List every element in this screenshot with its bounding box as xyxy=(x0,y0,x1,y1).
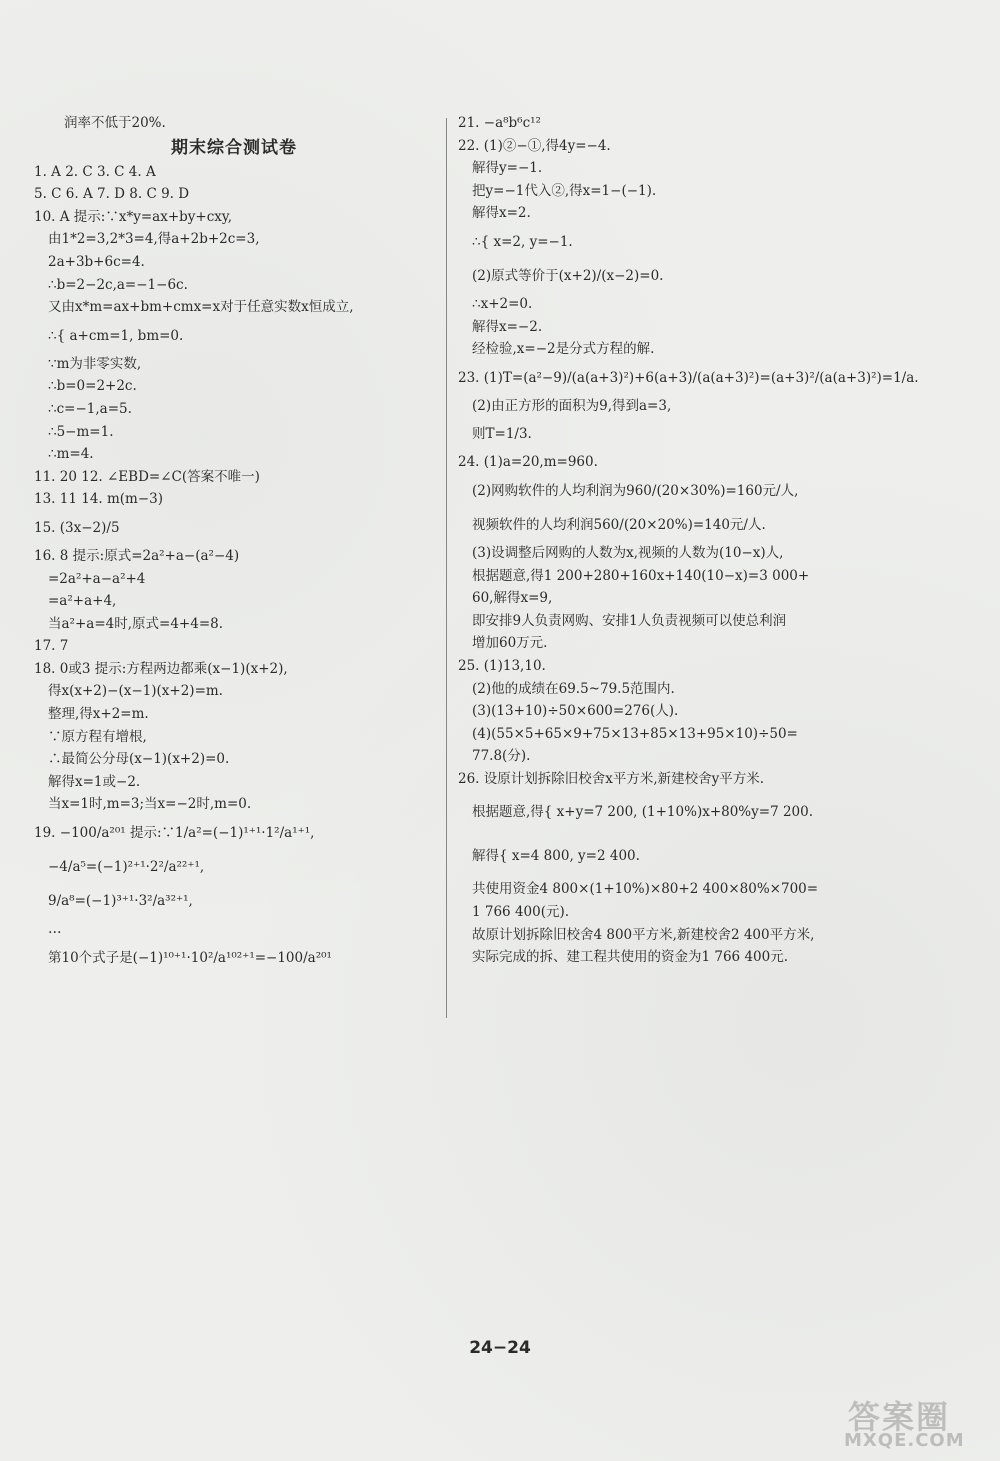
column-divider xyxy=(446,118,447,1018)
answer-line: 18. 0或3 提示:方程两边都乘(x−1)(x+2), xyxy=(34,660,288,677)
answer-line: … xyxy=(48,921,62,938)
answer-line: 24. (1)a=20,m=960. xyxy=(458,454,598,471)
answer-line: 22. (1)②−①,得4y=−4. xyxy=(458,137,611,154)
watermark-url: MXQE.COM xyxy=(844,1430,965,1451)
answer-line: ∴{ x=2, y=−1. xyxy=(472,233,573,250)
answer-line: 得x(x+2)−(x−1)(x+2)=m. xyxy=(48,683,223,700)
answer-line: 由1*2=3,2*3=4,得a+2b+2c=3, xyxy=(48,231,260,248)
answer-line: ∴最简公分母(x−1)(x+2)=0. xyxy=(48,751,230,768)
answer-line: 13. 11 14. m(m−3) xyxy=(34,491,164,508)
answer-line: (2)网购软件的人均利润为960/(20×30%)=160元/人, xyxy=(472,482,799,499)
answer-line: 整理,得x+2=m. xyxy=(48,706,149,723)
answer-line: ∴5−m=1. xyxy=(48,423,114,440)
watermark-logo xyxy=(830,1392,980,1454)
answer-line: ∴x+2=0. xyxy=(472,295,533,312)
answer-line: 实际完成的拆、建工程共使用的资金为1 766 400元. xyxy=(472,949,788,966)
answer-line: (3)设调整后网购的人数为x,视频的人数为(10−x)人, xyxy=(472,544,784,561)
answer-line: 解得y=−1. xyxy=(472,160,543,177)
answer-line: 根据题意,得1 200+280+160x+140(10−x)=3 000+ xyxy=(472,567,810,584)
answer-line: 增加60万元. xyxy=(472,635,548,652)
answer-line: 9/a⁸=(−1)³⁺¹·3²/a³²⁺¹, xyxy=(48,893,193,910)
answer-line: ∴{ a+cm=1, bm=0. xyxy=(48,327,184,344)
answer-line: 21. −a⁸b⁶c¹² xyxy=(458,115,541,131)
answer-line: 解得x=−2. xyxy=(472,318,543,335)
answer-line: 经检验,x=−2是分式方程的解. xyxy=(472,341,655,358)
answer-line: ∵m为非零实数, xyxy=(48,355,142,372)
answer-line: 视频软件的人均利润560/(20×20%)=140元/人. xyxy=(472,516,766,533)
answer-line: 77.8(分). xyxy=(472,748,531,765)
answer-line: 16. 8 提示:原式=2a²+a−(a²−4) xyxy=(34,547,240,564)
answer-line: 17. 7 xyxy=(34,638,69,655)
answer-line: (2)他的成绩在69.5~79.5范围内. xyxy=(472,680,675,697)
page-number: 24−24 xyxy=(469,1338,531,1358)
answer-line: 根据题意,得{ x+y=7 200, (1+10%)x+80%y=7 200. xyxy=(472,804,814,821)
right-column xyxy=(458,112,978,969)
answer-line: (2)由正方形的面积为9,得到a=3, xyxy=(472,397,672,414)
answer-line: ∴c=−1,a=5. xyxy=(48,400,132,417)
answer-line: ∴m=4. xyxy=(48,446,94,463)
answer-line: 解得x=2. xyxy=(472,205,531,222)
answer-line: 15. (3x−2)/5 xyxy=(34,519,120,536)
answer-line: 当a²+a=4时,原式=4+4=8. xyxy=(48,615,224,632)
answer-line: ∴b=2−2c,a=−1−6c. xyxy=(48,276,188,293)
answer-line: (4)(55×5+65×9+75×13+85×13+95×10)÷50= xyxy=(472,725,798,742)
answer-line: 23. (1)T=(a²−9)/(a(a+3)²)+6(a+3)/(a(a+3)²)=(a+3)²/(a(a+3)²)=1/a. xyxy=(458,369,919,386)
watermark-text: 答案圈 xyxy=(848,1398,951,1436)
answer-line: 1 766 400(元). xyxy=(472,904,570,921)
answer-line: 共使用资金4 800×(1+10%)×80+2 400×80%×700= xyxy=(472,881,819,898)
answer-line: 5. C 6. A 7. D 8. C 9. D xyxy=(34,186,190,203)
answer-line: ∵原方程有增根, xyxy=(48,728,147,745)
answer-line: =2a²+a−a²+4 xyxy=(48,570,146,587)
answer-line: 1. A 2. C 3. C 4. A xyxy=(34,163,156,180)
answer-line: (3)(13+10)÷50×600=276(人). xyxy=(472,703,679,720)
answer-line: 第10个式子是(−1)¹⁰⁺¹·10²/a¹⁰²⁺¹=−100/a²⁰¹ xyxy=(48,949,332,966)
answer-line: 11. 20 12. ∠EBD=∠C(答案不唯一) xyxy=(34,468,260,485)
answer-line: 19. −100/a²⁰¹ 提示:∵1/a²=(−1)¹⁺¹·1²/a¹⁺¹, xyxy=(34,825,315,842)
answer-line: ∴b=0=2+2c. xyxy=(48,378,137,395)
answer-line: 故原计划拆除旧校舍4 800平方米,新建校舍2 400平方米, xyxy=(472,926,815,943)
answer-line: 又由x*m=ax+bm+cmx=x对于任意实数x恒成立, xyxy=(48,299,354,316)
answer-line: 26. 设原计划拆除旧校舍x平方米,新建校舍y平方米. xyxy=(458,770,765,787)
answer-line: 即安排9人负责网购、安排1人负责视频可以使总利润 xyxy=(472,612,787,629)
answer-line: 解得x=1或−2. xyxy=(48,773,141,790)
answer-line: 把y=−1代入②,得x=1−(−1). xyxy=(472,182,657,199)
section-title: 期末综合测试卷 xyxy=(171,137,297,158)
answer-line: 25. (1)13,10. xyxy=(458,657,546,674)
left-column xyxy=(34,112,434,975)
answer-line: −4/a⁵=(−1)²⁺¹·2²/a²²⁺¹, xyxy=(48,859,205,876)
answer-line: 2a+3b+6c=4. xyxy=(48,253,145,270)
carryover-line: 润率不低于20%. xyxy=(64,115,166,131)
answer-line: 当x=1时,m=3;当x=−2时,m=0. xyxy=(48,796,252,813)
answer-line: (2)原式等价于(x+2)/(x−2)=0. xyxy=(472,267,664,284)
answer-line: 60,解得x=9, xyxy=(472,590,553,607)
answer-line: 则T=1/3. xyxy=(472,426,532,443)
answer-line: 解得{ x=4 800, y=2 400. xyxy=(472,848,640,865)
answer-line: 10. A 提示:∵x*y=ax+by+cxy, xyxy=(34,208,233,225)
answer-line: =a²+a+4, xyxy=(48,593,117,610)
